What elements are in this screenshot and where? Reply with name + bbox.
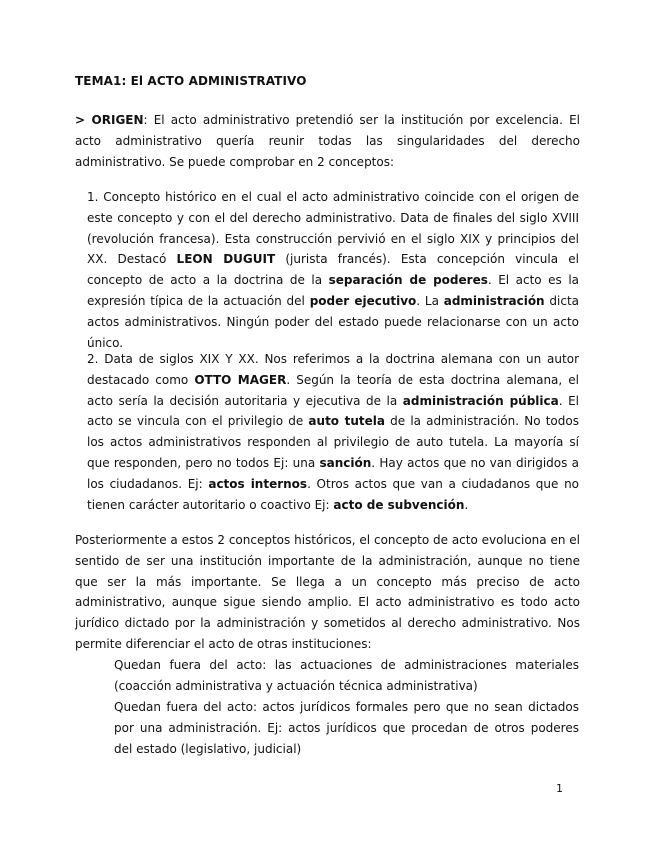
origen-text: : El acto administrativo pretendió ser la institución por excelencia. El acto administrativo quería reunir todas las singularidades del derecho administrativo. Se puede comprobar en 2 conceptos: — [75, 113, 580, 169]
concept-2-text-6: . Otros actos que van a ciudadanos que no tienen carácter autoritario o coactivo Ej: — [87, 476, 580, 512]
concept-2-text-5: . Hay actos que no van dirigidos a los ciudadanos. Ej: — [87, 455, 579, 491]
concept-2-text-7: . — [464, 497, 469, 512]
concept-2-bold-3: auto tutela — [308, 414, 385, 429]
concept-2-text-2: . Según la teoría de esta doctrina alemana, el acto sería la decisión autoritaria y ejecutiva de la — [87, 372, 579, 408]
concept-2-text-3: . El acto se vincula con el privilegio de — [87, 393, 580, 429]
concept-1-paragraph — [87, 187, 579, 353]
page-number: 1 — [556, 782, 563, 795]
concept-1-bold-2: separación de poderes — [328, 273, 488, 288]
concept-1-text-5: dicta actos administrativos. Ningún poder del estado puede relacionarse con un acto único. — [87, 293, 580, 350]
concept-2-bold-1: OTTO MAGER — [194, 372, 287, 387]
document-title: TEMA1: El ACTO ADMINISTRATIVO — [75, 74, 307, 88]
concept-1-text-3: . El acto es la expresión típica de la actuación del — [87, 273, 580, 308]
concept-1-bold-3: poder ejecutivo — [309, 293, 417, 308]
concept-2-text-4: de la administración. No todos los actos administrativos responden al privilegio de auto tutela. La mayoría sí que responden, pero no todos Ej: una — [87, 414, 579, 470]
posterior-paragraph: Posteriormente a estos 2 conceptos históricos, el concepto de acto evoluciona en el sentido de ser una institución importante de la administración, aunque no tiene que ser la más importante. Se llega a un concepto más preciso de acto administrativo, aunque sigue siendo amplio. El acto administrativo es todo acto jurídico dictado por la administración y sometidos al derecho administrativo. Nos permite diferenciar el acto de otras instituciones: — [75, 533, 580, 651]
origen-paragraph — [75, 110, 580, 172]
concept-1-text-1: 1. Concepto histórico en el cual el acto administrativo coincide con el origen de este concepto y con el del derecho administrativo. Data de finales del siglo XVIII (revolución francesa). Esta construcción pervivió en el siglo XIX y principios del XX. Destacó — [87, 190, 579, 267]
quedan-fuera-item-1: Quedan fuera del acto: las actuaciones de administraciones materiales (coacción administrativa y actuación técnica administrativa) — [114, 658, 579, 693]
concept-1-text-4: . La — [416, 293, 444, 308]
concept-2-bold-4: sanción — [319, 455, 372, 470]
origen-label: > ORIGEN — [75, 113, 144, 127]
concept-2-bold-6: acto de subvención — [333, 497, 465, 512]
quedan-fuera-item-2: Quedan fuera del acto: actos jurídicos formales pero que no sean dictados por una administración. Ej: actos jurídicos que procedan de otros poderes del estado (legislativo, judicial) — [114, 700, 579, 756]
concept-1-bold-4: administración — [443, 293, 545, 308]
concept-1-bold-1: LEON DUGUIT — [176, 252, 276, 267]
concept-2-bold-5: actos internos — [208, 476, 308, 491]
concept-2-text-1: 2. Data de siglos XIX Y XX. Nos referimos a la doctrina alemana con un autor destacado como — [87, 352, 579, 387]
concept-2-bold-2: administración pública — [402, 393, 559, 408]
concept-1-text-2: (jurista francés). Esta concepción vincula el concepto de acto a la doctrina de la — [87, 252, 579, 288]
concept-2-paragraph — [87, 349, 579, 515]
